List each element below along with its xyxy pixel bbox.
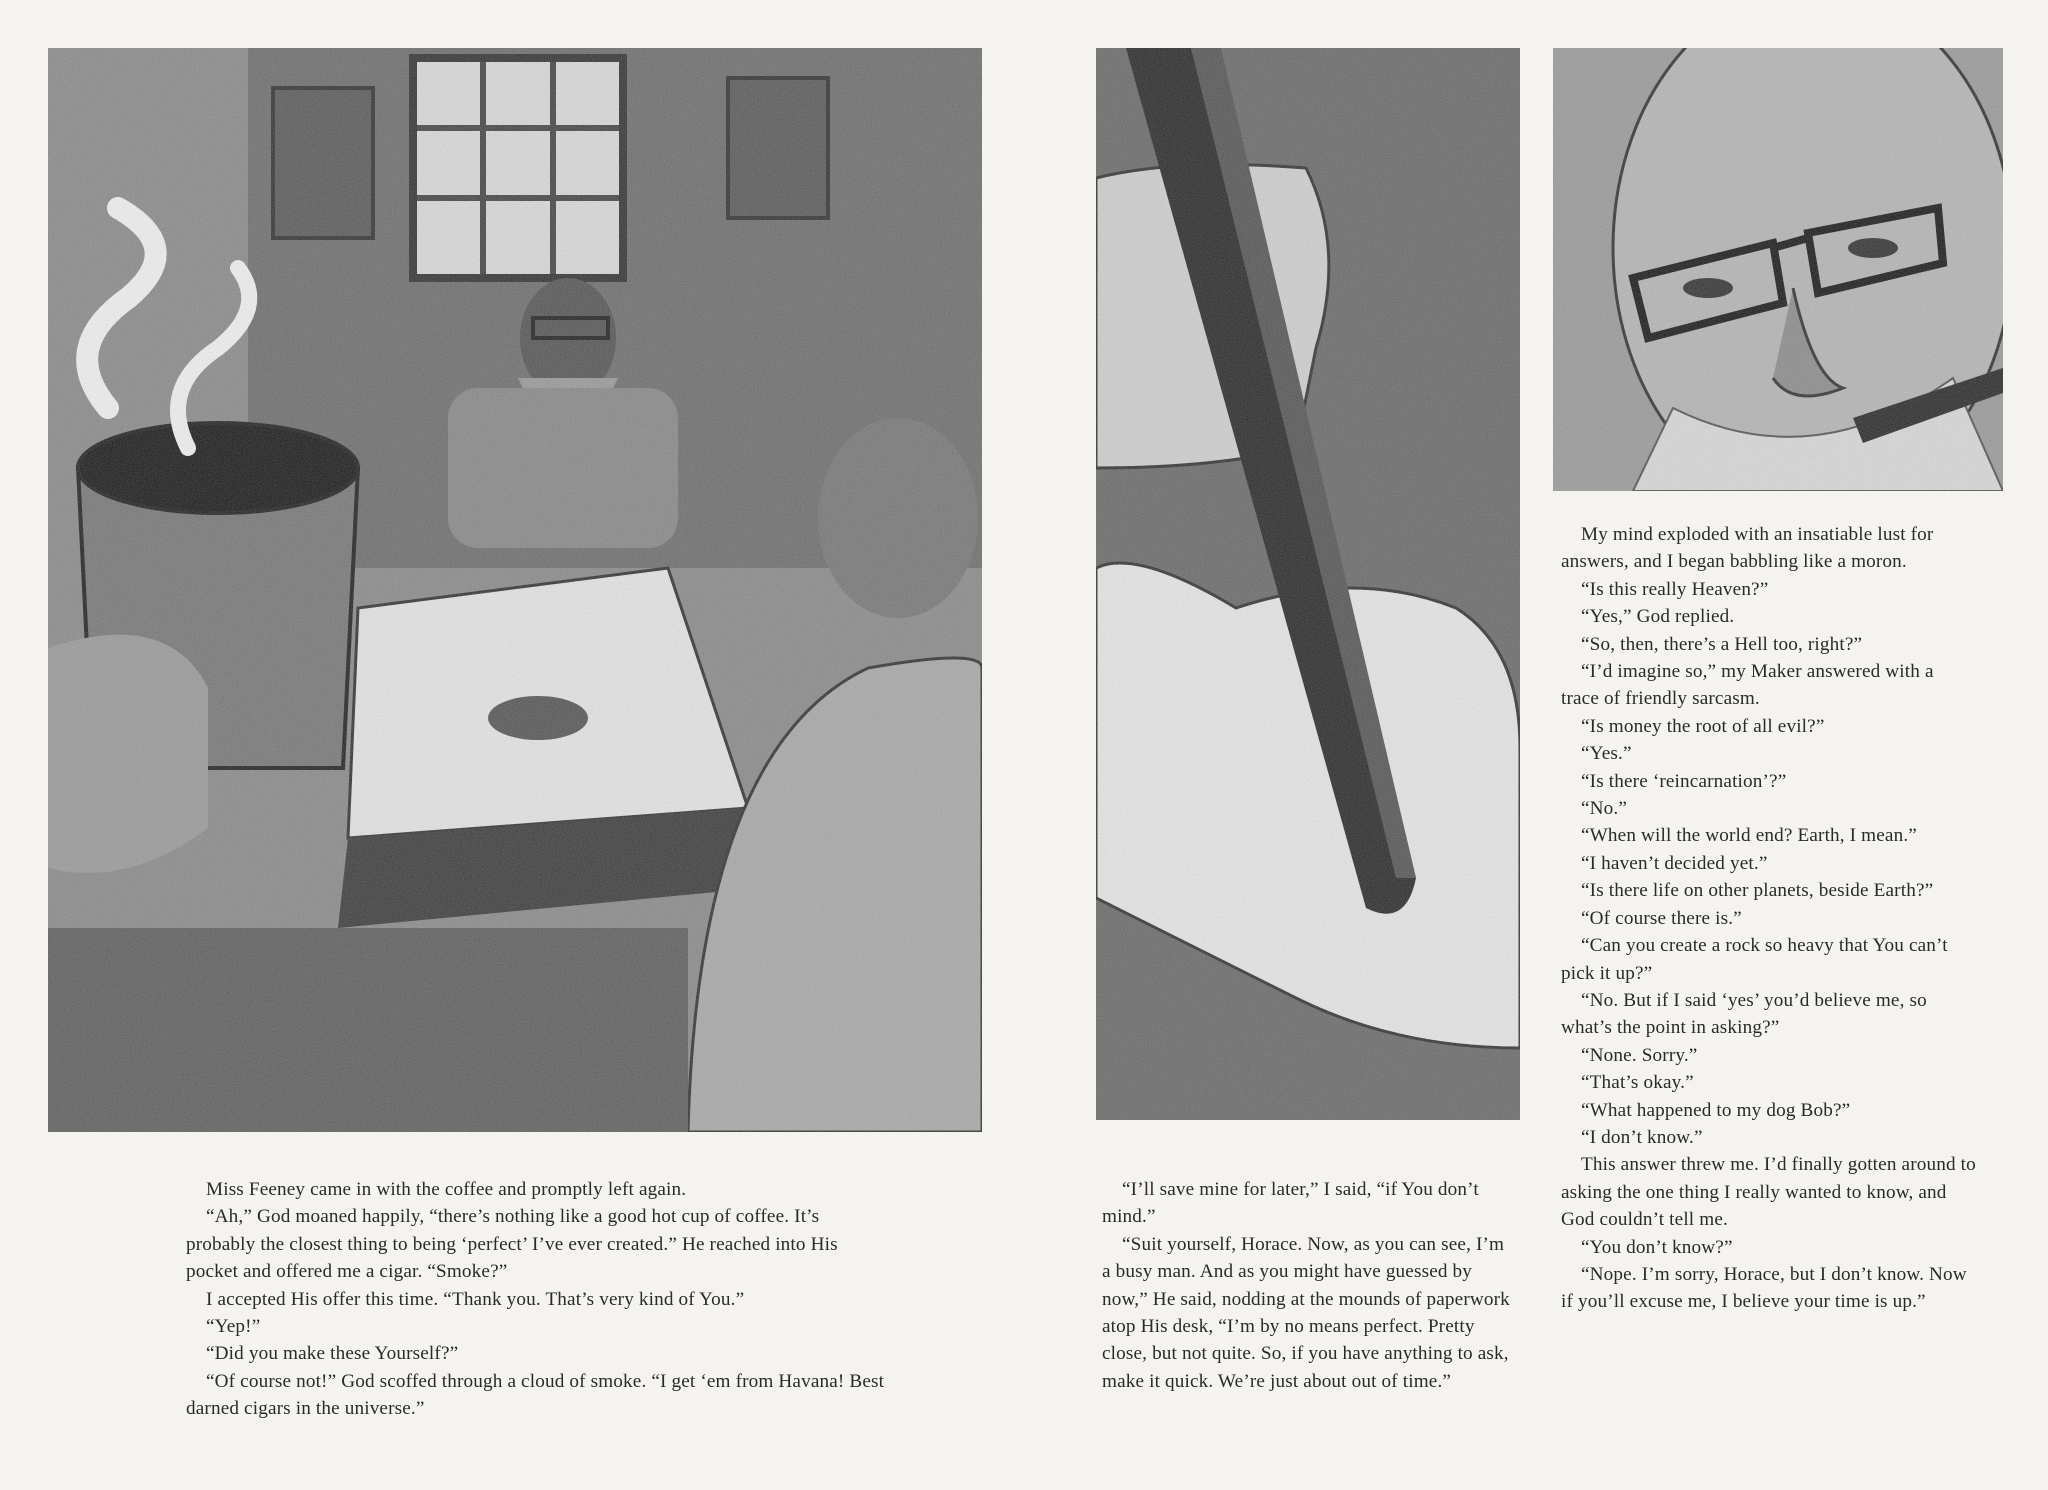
paragraph: “Of course there is.” [1581, 907, 1742, 929]
paragraph: “No.” [1581, 798, 1628, 820]
paragraph: “That’s okay.” [1581, 1072, 1694, 1094]
paragraph: Miss Feeney came in with the coffee and promptly left again. [206, 1179, 687, 1200]
text-column-middle [1102, 1176, 1512, 1395]
paragraph: My mind exploded with an insatiable lust for answers, and I began babbling like a moron. [1561, 524, 1934, 573]
face-closeup-illustration [1553, 48, 2003, 491]
text-column-right [1561, 521, 1976, 1316]
paragraph: “Suit yourself, Horace. Now, as you can see, I’m a busy man. And as you might have guessed by now,” He said, nodding at the mounds of paperwork atop His desk, “I’m by no means perfect. Pretty close, but not quite. So, if you have anything to ask, make it quick. We’re just about out of time.” [1102, 1233, 1510, 1392]
paragraph: “Is money the root of all evil?” [1581, 715, 1825, 737]
paragraph: “Did you make these Yourself?” [206, 1343, 459, 1365]
paragraph: “When will the world end? Earth, I mean.” [1581, 825, 1917, 847]
paragraph: “You don’t know?” [1581, 1236, 1733, 1258]
paragraph: I accepted His offer this time. “Thank you. That’s very kind of You.” [206, 1288, 745, 1310]
paragraph: “I’d imagine so,” my Maker answered with a trace of friendly sarcasm. [1561, 661, 1934, 710]
paragraph: “Can you create a rock so heavy that You can’t pick it up?” [1561, 935, 1948, 984]
paragraph: “So, then, there’s a Hell too, right?” [1581, 633, 1863, 655]
paragraph: “What happened to my dog Bob?” [1581, 1099, 1851, 1121]
paragraph: “Of course not!” God scoffed through a cloud of smoke. “I get ‘em from Havana! Best darned cigars in the universe.” [186, 1370, 885, 1420]
paragraph: “Ah,” God moaned happily, “there’s nothing like a good hot cup of coffee. It’s probably the closest thing to being ‘perfect’ I’ve ever created.” He reached into His pocket and offered me a cigar. “Smoke?” [186, 1206, 838, 1283]
paragraph: “Yes.” [1581, 743, 1632, 765]
paragraph: “I don’t know.” [1581, 1126, 1703, 1148]
paragraph: “No. But if I said ‘yes’ you’d believe me, so what’s the point in asking?” [1561, 989, 1927, 1039]
paragraph: “I haven’t decided yet.” [1581, 852, 1768, 874]
paragraph: “I’ll save mine for later,” I said, “if You don’t mind.” [1102, 1179, 1479, 1228]
paragraph: “Yep!” [206, 1316, 261, 1338]
paragraph: “Is there ‘reincarnation’?” [1581, 770, 1787, 792]
paragraph: This answer threw me. I’d finally gotten around to asking the one thing I really wanted to know, and God couldn’t tell me. [1561, 1154, 1976, 1231]
office-scene-illustration [48, 48, 982, 1132]
paragraph: “Is there life on other planets, beside Earth?” [1581, 880, 1934, 902]
paragraph: “None. Sorry.” [1581, 1044, 1698, 1066]
paragraph: “Nope. I’m sorry, Horace, but I don’t know. Now if you’ll excuse me, I believe your time is up.” [1561, 1263, 1967, 1313]
cigar-hand-illustration [1096, 48, 1520, 1120]
paragraph: “Yes,” God replied. [1581, 606, 1735, 628]
paragraph: “Is this really Heaven?” [1581, 578, 1769, 600]
text-column-left [186, 1176, 891, 1423]
